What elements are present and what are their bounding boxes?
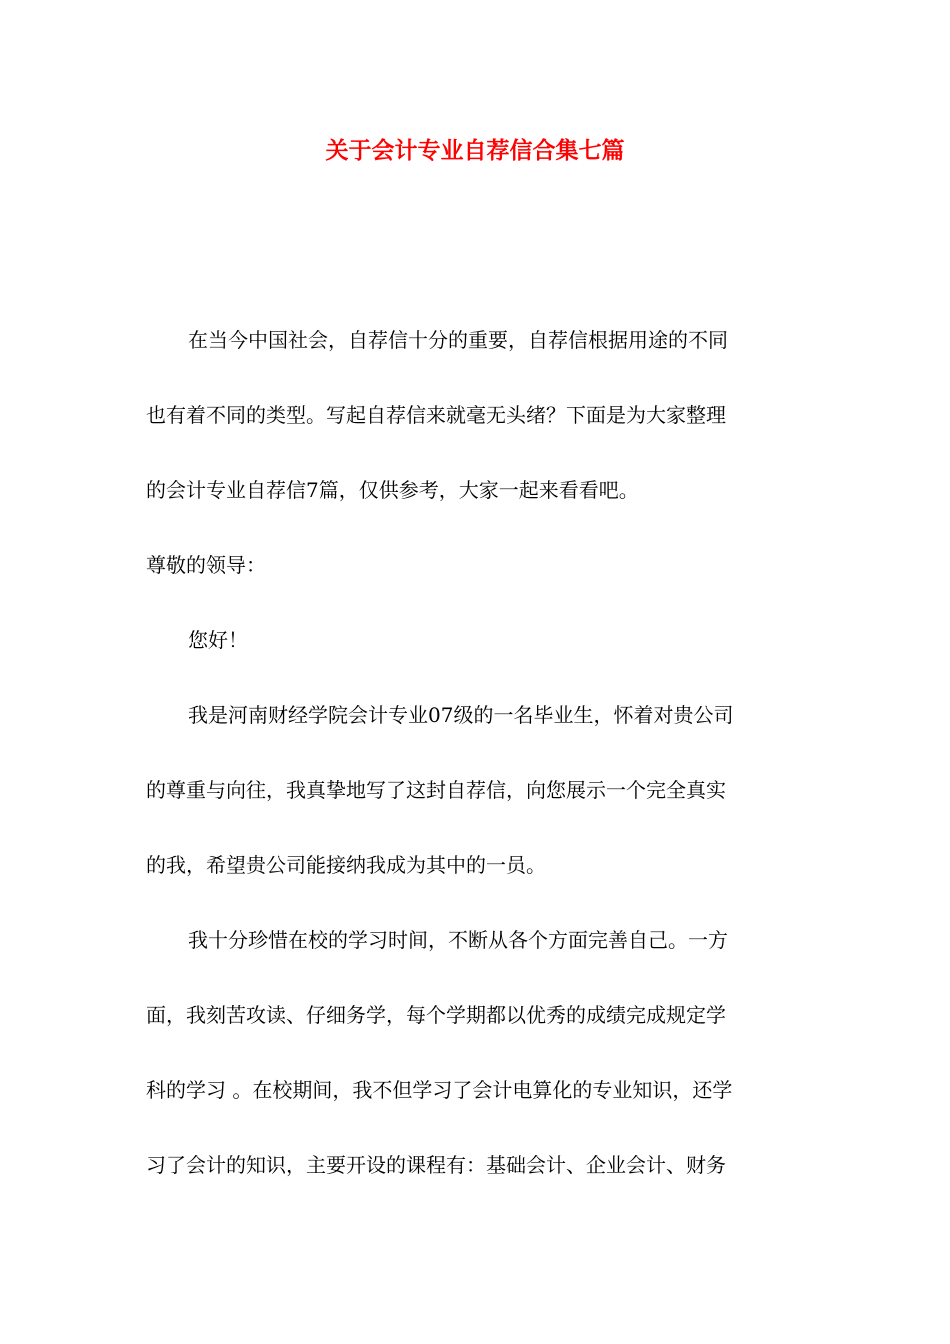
paragraph-line: 在当今中国社会，自荐信十分的重要，自荐信根据用途的不同 (188, 328, 728, 352)
paragraph-line: 科的学习 。在校期间，我不但学习了会计电算化的专业知识，还学 (146, 1078, 733, 1102)
paragraph-line: 的我，希望贵公司能接纳我成为其中的一员。 (146, 853, 546, 877)
greeting: 您好！ (188, 628, 248, 652)
paragraph-line: 的会计专业自荐信7篇，仅供参考，大家一起来看看吧。 (146, 478, 639, 502)
paragraph-line: 习了会计的知识，主要开设的课程有：基础会计、企业会计、财务 (146, 1153, 726, 1177)
paragraph-line: 也有着不同的类型。写起自荐信来就毫无头绪？下面是为大家整理 (146, 403, 726, 427)
paragraph-line: 我十分珍惜在校的学习时间，不断从各个方面完善自己。一方 (188, 928, 728, 952)
paragraph-line: 面，我刻苦攻读、仔细务学，每个学期都以优秀的成绩完成规定学 (146, 1003, 726, 1027)
paragraph-line: 我是河南财经学院会计专业07级的一名毕业生，怀着对贵公司 (188, 703, 734, 727)
paragraph-line: 的尊重与向往，我真挚地写了这封自荐信，向您展示一个完全真实 (146, 778, 726, 802)
document-title: 关于会计专业自荐信合集七篇 (325, 137, 625, 164)
salutation: 尊敬的领导： (146, 553, 266, 577)
